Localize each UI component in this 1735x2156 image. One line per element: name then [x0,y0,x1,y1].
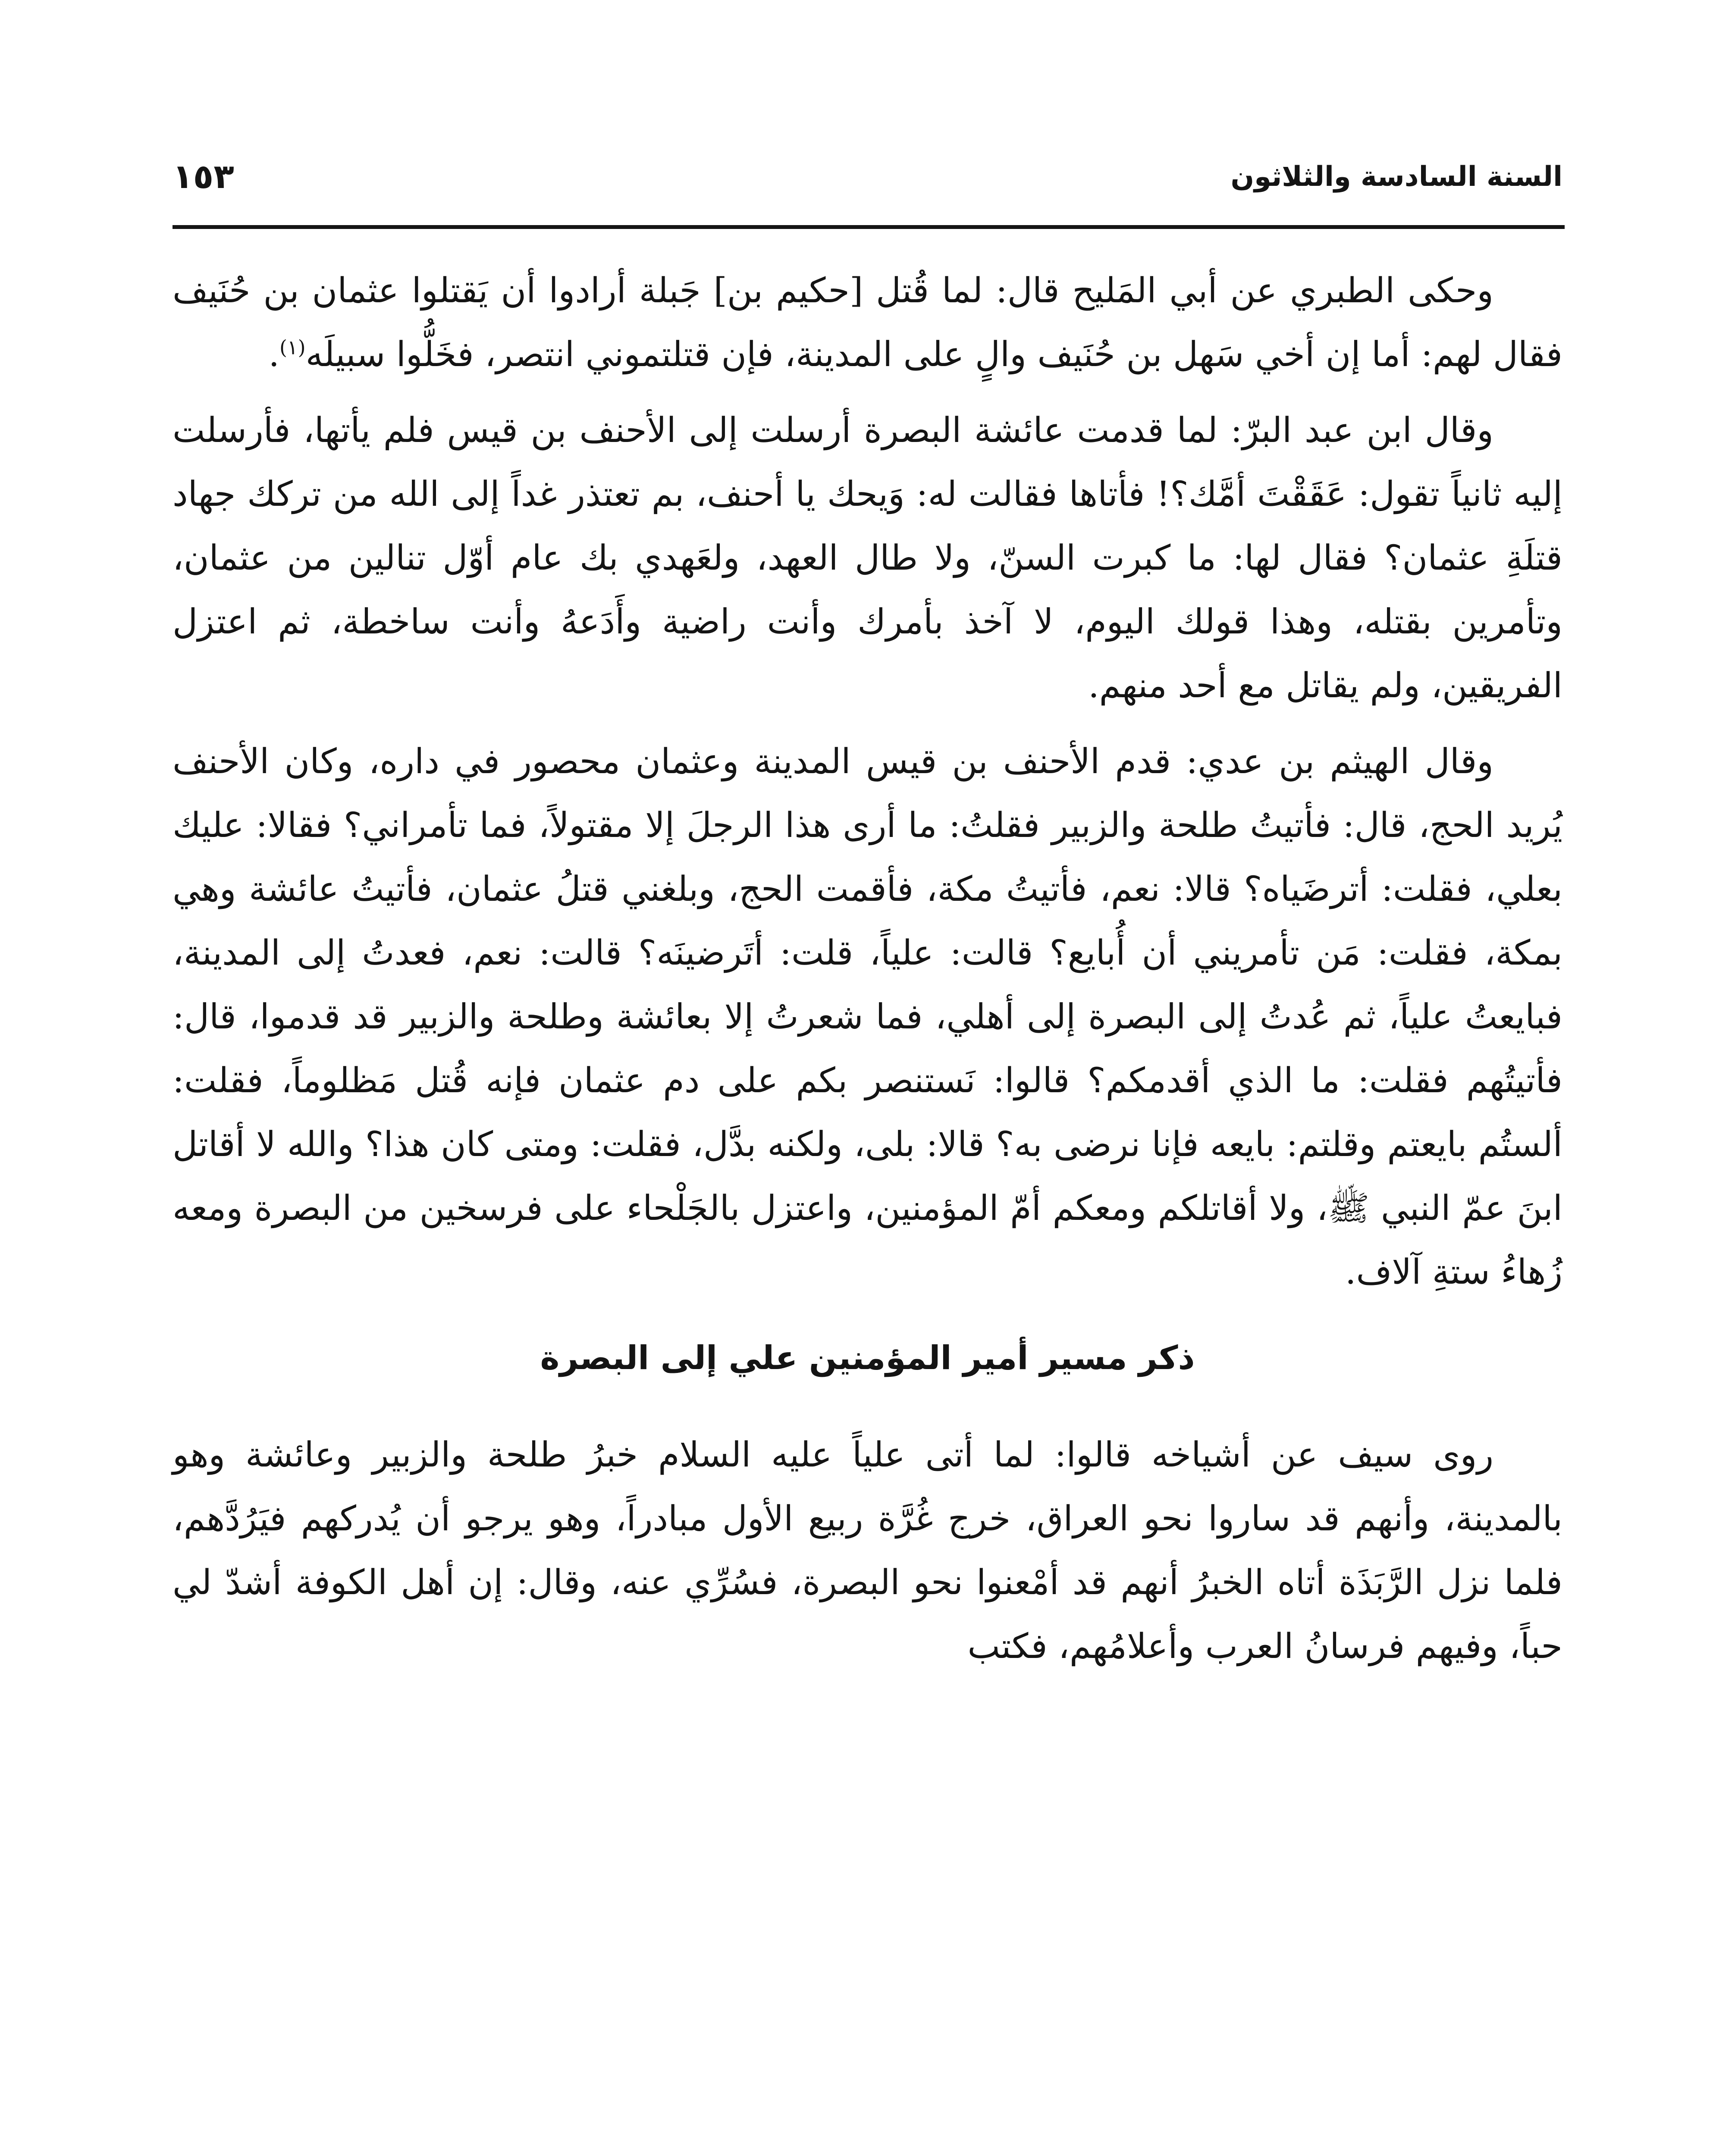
paragraph-tabari [173,259,1562,386]
paragraph-haytham: وقال الهيثم بن عدي: قدم الأحنف بن قيس المدينة وعثمان محصور في داره، وكان الأحنف يُريد الحج، قال: فأتيتُ طلحة والزبير فقلتُ: ما أرى هذا الرجلَ إلا مقتولاً، فما تأمراني؟ فقالا: عليك بعلي، فقلت: أترضَياه؟ قالا: نعم، فأتيتُ مكة، فأقمت الحج، وبلغني قتلُ عثمان، فأتيتُ عائشة وهي بمكة، فقلت: مَن تأمريني أن أُبايع؟ قالت: علياً، قلت: أتَرضينَه؟ قالت: نعم، فعدتُ إلى المدينة، فبايعتُ علياً، ثم عُدتُ إلى البصرة إلى أهلي، فما شعرتُ إلا بعائشة وطلحة والزبير قد قدموا، قال: فأتيتُهم فقلت: ما الذي أقدمكم؟ قالوا: نَستنصر بكم على دم عثمان فإنه قُتل مَظلوماً، فقلت: ألستُم بايعتم وقلتم: بايعه فإنا نرضى به؟ قالا: بلى، ولكنه بدَّل، فقلت: ومتى كان هذا؟ والله لا أقاتل ابنَ عمّ النبي ﷺ، ولا أقاتلكم ومعكم أمّ المؤمنين، واعتزل بالجَلْحاء على فرسخين من البصرة ومعه زُهاءُ ستةِ آلاف. [173,741,1562,1292]
page-number: ١٥٣ [173,157,234,196]
paragraph-end: . [268,334,279,374]
paragraph-text: وحكى الطبري عن أبي المَليح قال: لما قُتل [حكيم بن] جَبلة أرادوا أن يَقتلوا عثمان بن حُنَيف فقال لهم: أما إن أخي سَهل بن حُنَيف والٍ على المدينة، فإن قتلتموني انتصر، فخَلُّوا سبيلَه [173,270,1562,374]
page-header [173,134,1562,220]
header-rule [173,225,1565,229]
main-text [173,259,1562,1690]
running-title: السنة السادسة والثلاثون [1230,161,1562,193]
paragraph-sayf: روى سيف عن أشياخه قالوا: لما أتى علياً عليه السلام خبرُ طلحة والزبير وعائشة وهو بالمدينة، وأنهم قد ساروا نحو العراق، خرج غُرَّة ربيع الأول مبادراً، وهو يرجو أن يُدركهم فيَرُدَّهم، فلما نزل الرَّبَذَة أتاه الخبرُ أنهم قد أمْعنوا نحو البصرة، فسُرِّي عنه، وقال: إن أهل الكوفة أشدّ لي حباً، وفيهم فرسانُ العرب وأعلامُهم، فكتب [173,1435,1562,1666]
footnote-reference: (١) [279,335,306,359]
paragraph-ibn-abd-al-barr: وقال ابن عبد البرّ: لما قدمت عائشة البصرة أرسلت إلى الأحنف بن قيس فلم يأتها، فأرسلت إليه ثانياً تقول: عَقَقْتَ أمَّك؟! فأتاها فقالت له: وَيحك يا أحنف، بم تعتذر غداً إلى الله من تركك جهاد قتلَةِ عثمان؟ فقال لها: ما كبرت السنّ، ولا طال العهد، ولعَهدي بك عام أوّل تنالين من عثمان، وتأمرين بقتله، وهذا قولك اليوم، لا آخذ بأمرك وأنت راضية وأَدَعهُ وأنت ساخطة، ثم اعتزل الفريقين، ولم يقاتل مع أحد منهم. [173,410,1563,705]
section-heading: ذكر مسير أمير المؤمنين علي إلى البصرة [540,1338,1195,1377]
